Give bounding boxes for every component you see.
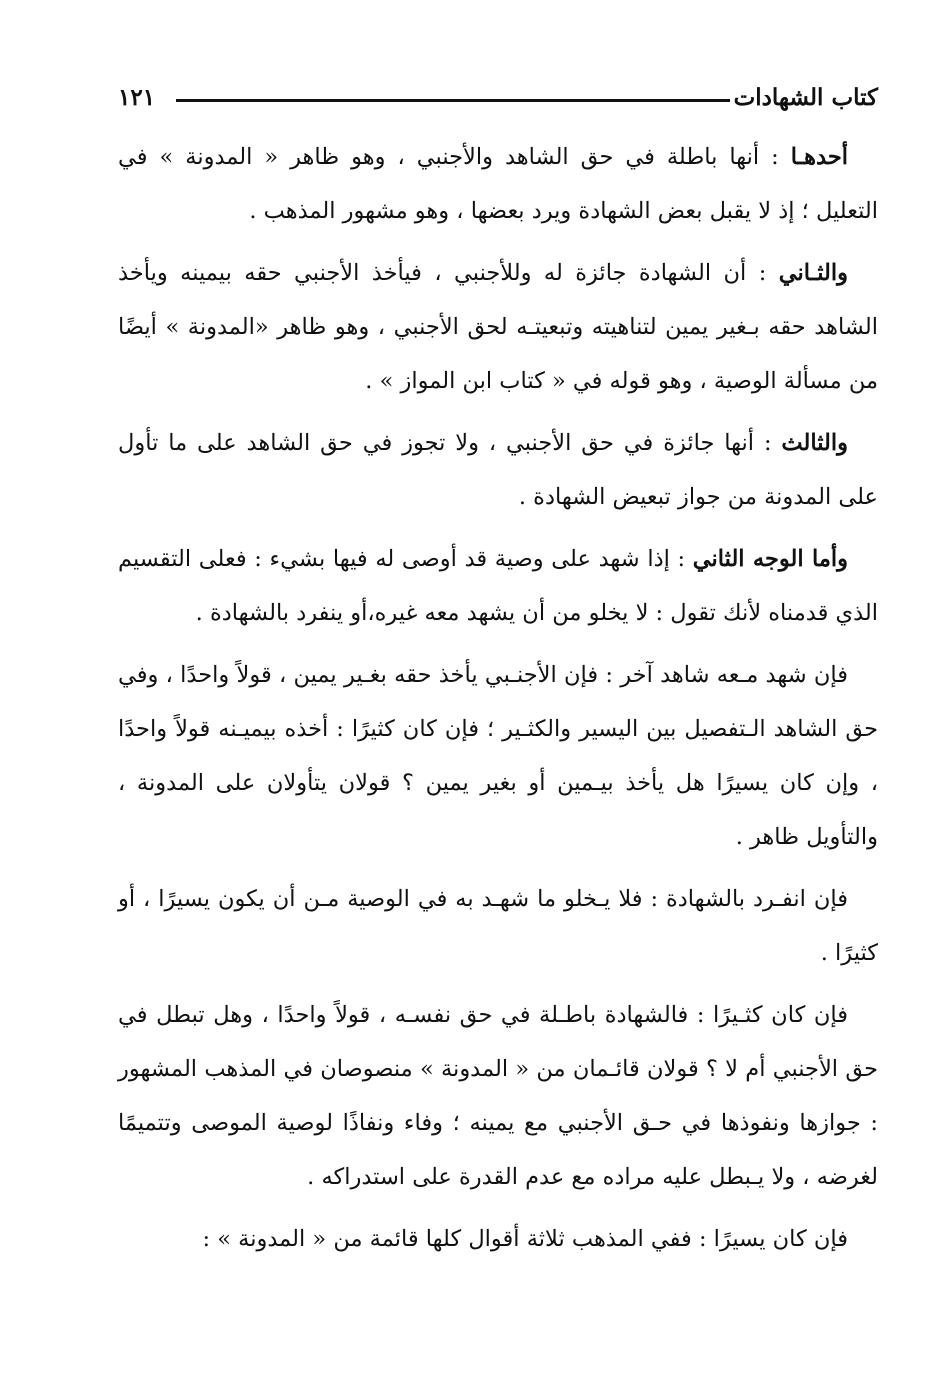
paragraph-text: : أنها جائزة في حق الأجنبي ، ولا تجوز في حق الشاهد على ما تأول على المدونة من جواز تبعيض الشهادة . <box>118 430 878 510</box>
paragraph <box>118 648 878 864</box>
paragraph <box>118 532 878 640</box>
paragraph-text: فإن كان كثـيرًا : فالشهادة باطـلة في حق نفسـه ، قولاً واحدًا ، وهل تبطل في حق الأجنبي أم لا ؟ قولان قائـمان من « المدونة » منصوصان في المذهب المشهور : جوازها ونفوذها في حـق الأجنبي مع يمينه ؛ وفاء ونفاذًا لوصية الموصى وتتميمًا لغرضه ، ولا يـبطل عليه مراده مع عدم القدرة على استدراكه . <box>118 1002 878 1190</box>
page-header <box>118 78 878 118</box>
paragraph-text: : أنها باطلة في حق الشاهد والأجنبي ، وهو ظاهر « المدونة » في التعليل ؛ إذ لا يقبل بعض الشهادة ويرد بعضها ، وهو مشهور المذهب . <box>118 144 878 224</box>
paragraph <box>118 246 878 408</box>
paragraph <box>118 988 878 1204</box>
paragraph <box>118 416 878 524</box>
paragraph-text: فإن شهد مـعه شاهد آخر : فإن الأجنـبي يأخذ حقه بغـير يمين ، قولاً واحدًا ، وفي حق الشاهد الـتفصيل بين اليسير والكثـير ؛ فإن كان كثيرًا : أخذه بيميـنه قولاً واحدًا ، وإن كان يسيرًا هل يأخذ بيـمين أو بغير يمين ؟ قولان يتأولان على المدونة ، والتأويل ظاهر . <box>118 662 878 850</box>
page-number: ١٢١ <box>118 84 156 111</box>
paragraph-text: : أن الشهادة جائزة له وللأجنبي ، فيأخذ الأجنبي حقه بيمينه ويأخذ الشاهد حقه بـغير يمين لتناهيته وتبعيتـه لحق الأجنبي ، وهو ظاهر «المدونة » أيضًا من مسألة الوصية ، وهو قوله في « كتاب ابن المواز » . <box>118 260 878 394</box>
body-text <box>118 130 878 1274</box>
chapter-title: كتاب الشهادات <box>733 84 878 111</box>
paragraph-lead: وأما الوجه الثاني <box>692 546 848 572</box>
paragraph-lead: أحدهـا <box>790 144 848 170</box>
header-rule <box>176 99 730 102</box>
paragraph-text: : إذا شهد على وصية قد أوصى له فيها بشيء : فعلى التقسيم الذي قدمناه لأنك تقول : لا يخلو من أن يشهد معه غيره،أو ينفرد بالشهادة . <box>118 546 878 626</box>
paragraph-lead: والثـاني <box>778 260 848 286</box>
paragraph <box>118 1212 878 1266</box>
paragraph <box>118 872 878 980</box>
paragraph-text: فإن انفـرد بالشهادة : فلا يـخلو ما شهـد به في الوصية مـن أن يكون يسيرًا ، أو كثيرًا . <box>118 886 878 966</box>
paragraph <box>118 130 878 238</box>
paragraph-text: فإن كان يسيرًا : ففي المذهب ثلاثة أقوال كلها قائمة من « المدونة » : <box>202 1226 848 1252</box>
paragraph-lead: والثالث <box>781 430 848 456</box>
